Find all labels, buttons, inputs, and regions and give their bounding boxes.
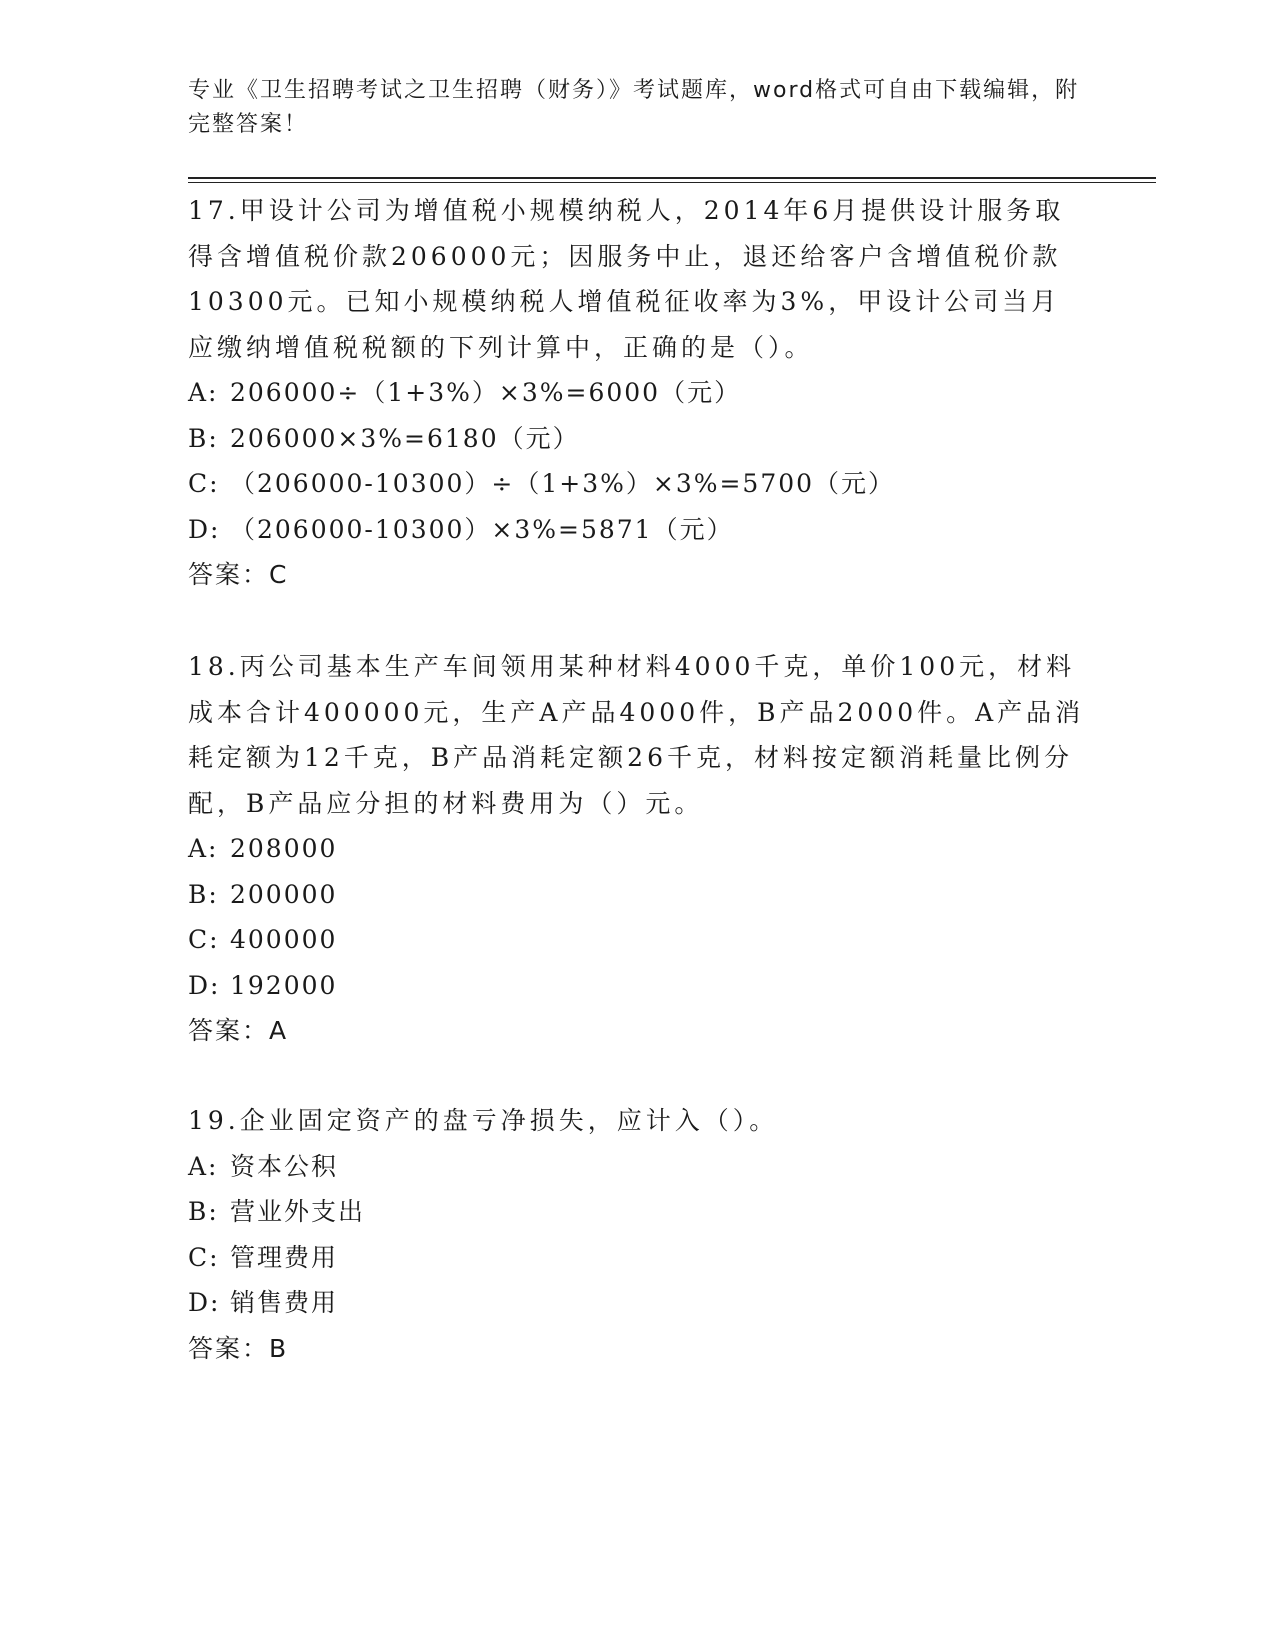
question-text: 19.企业固定资产的盘亏净损失，应计入（）。 bbox=[188, 1106, 779, 1135]
option-text: （206000-10300）×3%=5871（元） bbox=[230, 514, 734, 544]
option-a bbox=[188, 370, 1088, 416]
option-key: A: bbox=[188, 1151, 219, 1181]
option-text: 资本公积 bbox=[230, 1151, 339, 1181]
option-d bbox=[188, 1280, 1088, 1326]
option-text: 400000 bbox=[230, 925, 338, 954]
question-17 bbox=[188, 188, 1088, 598]
option-c bbox=[188, 461, 1088, 507]
header-divider-thick bbox=[188, 177, 1156, 179]
option-text: 192000 bbox=[230, 970, 338, 1000]
option-text: 208000 bbox=[230, 834, 338, 863]
option-text: 管理费用 bbox=[230, 1242, 339, 1272]
option-key: D: bbox=[188, 1288, 221, 1317]
answer-label: 答案：B bbox=[188, 1333, 289, 1363]
option-key: A: bbox=[188, 378, 219, 407]
answer-label: 答案：A bbox=[188, 1016, 289, 1045]
option-key: B: bbox=[188, 423, 219, 453]
option-d bbox=[188, 507, 1088, 553]
option-a bbox=[188, 826, 1088, 872]
document-header: 专业《卫生招聘考试之卫生招聘（财务）》考试题库，word格式可自由下载编辑，附完整答案！ bbox=[188, 78, 1080, 137]
option-key: D: bbox=[188, 970, 221, 1000]
option-b bbox=[188, 416, 1088, 462]
option-b bbox=[188, 872, 1088, 918]
option-key: D: bbox=[188, 514, 221, 544]
option-c bbox=[188, 1235, 1088, 1281]
option-text: 营业外支出 bbox=[230, 1197, 366, 1226]
header-divider-thin bbox=[188, 182, 1156, 183]
answer-label: 答案：C bbox=[188, 560, 289, 589]
option-c bbox=[188, 917, 1088, 963]
question-18 bbox=[188, 644, 1088, 1054]
option-text: （206000-10300）÷（1+3%）×3%=5700（元） bbox=[230, 469, 896, 498]
question-text: 18.丙公司基本生产车间领用某种材料4000千克，单价100元，材料成本合计400000元，生产A产品4000件，B产品2000件。A产品消耗定额为12千克，B产品消耗定额26千克，材料按定额消耗量比例分配，B产品应分担的材料费用为（）元。 bbox=[188, 652, 1085, 818]
option-text: 销售费用 bbox=[230, 1288, 339, 1317]
option-text: 206000×3%=6180（元） bbox=[230, 423, 580, 453]
option-key: B: bbox=[188, 879, 219, 909]
option-key: A: bbox=[188, 834, 219, 863]
option-key: B: bbox=[188, 1197, 219, 1226]
option-d bbox=[188, 963, 1088, 1009]
option-b bbox=[188, 1189, 1088, 1235]
question-text: 17.甲设计公司为增值税小规模纳税人，2014年6月提供设计服务取得含增值税价款206000元；因服务中止，退还给客户含增值税价款10300元。已知小规模纳税人增值税征收率为3%，甲设计公司当月应缴纳增值税税额的下列计算中，正确的是（）。 bbox=[188, 196, 1065, 362]
option-key: C: bbox=[188, 925, 220, 954]
option-key: C: bbox=[188, 1242, 220, 1272]
option-a bbox=[188, 1144, 1088, 1190]
option-key: C: bbox=[188, 469, 220, 498]
option-text: 206000÷（1+3%）×3%=6000（元） bbox=[230, 378, 742, 407]
question-19 bbox=[188, 1098, 1088, 1371]
option-text: 200000 bbox=[230, 879, 338, 909]
